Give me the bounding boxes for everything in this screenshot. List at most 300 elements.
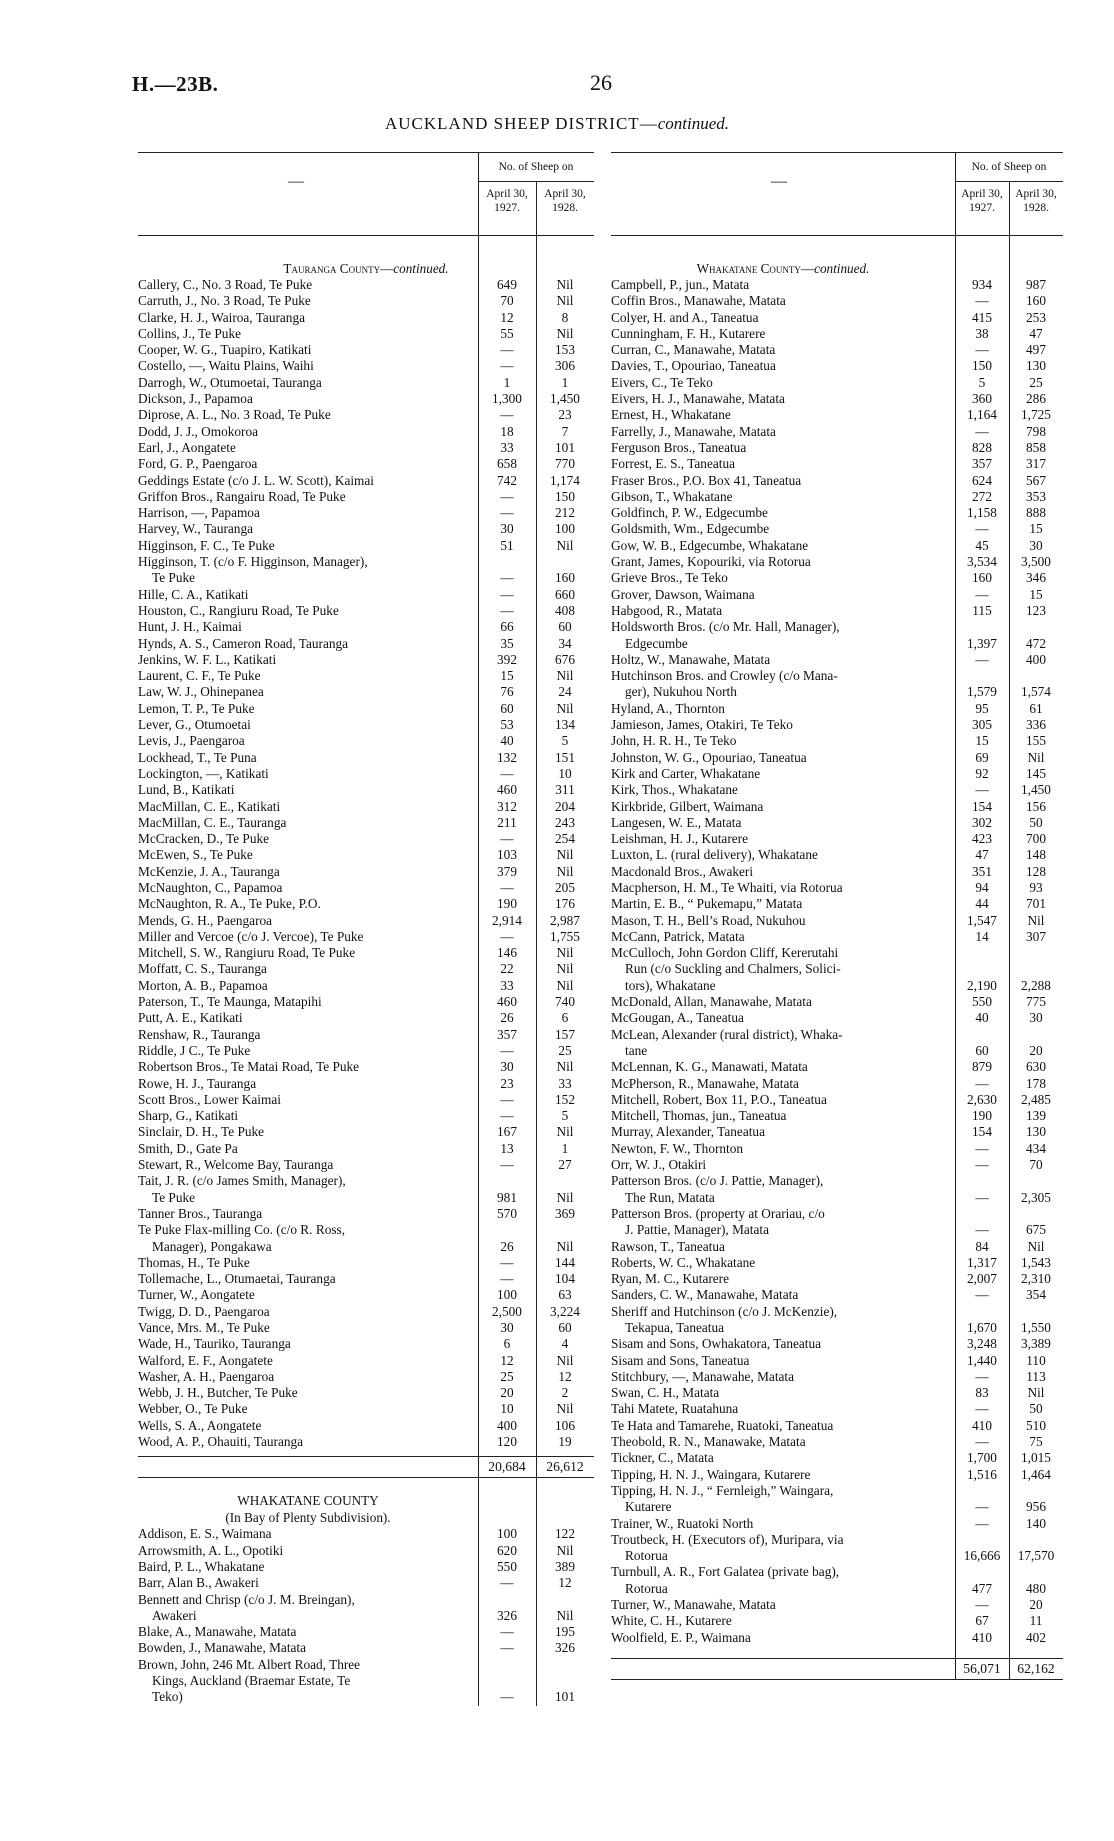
holder-name-cell	[138, 945, 478, 961]
holder-name: Thomas, H., Te Puke	[138, 1255, 253, 1270]
sheep-1927-cell: 18	[500, 423, 514, 439]
holder-name-cell	[138, 799, 478, 815]
sheep-1928-cell: 23	[558, 407, 572, 423]
holder-name: Grieve Bros., Te Teko	[611, 570, 731, 585]
sheep-1928-cell: 12	[558, 1575, 572, 1591]
holder-name: Paterson, T., Te Maunga, Matapihi	[138, 994, 325, 1009]
holder-name-cell	[138, 896, 478, 912]
sheep-1927-cell: 1,700	[967, 1450, 997, 1466]
sheep-1927-cell: —	[975, 1515, 989, 1531]
holder-name: Te Hata and Tamarehe, Ruatoki, Taneatua	[611, 1418, 836, 1433]
holder-name-cell	[611, 554, 955, 570]
sheep-1928-cell	[536, 1222, 594, 1238]
table-row	[138, 815, 594, 831]
holder-name: McNaughton, R. A., Te Puke, P.O.	[138, 896, 324, 911]
sheep-1927-cell: 658	[497, 456, 517, 472]
holder-name-cell	[138, 619, 478, 635]
sheep-1927-cell	[478, 1173, 536, 1189]
sheep-count-group-header: No. of Sheep on	[971, 161, 1047, 173]
sheep-1927-cell: 620	[497, 1542, 517, 1558]
sheep-1927-cell	[955, 619, 1009, 635]
table-row	[611, 554, 1063, 570]
sheep-1927-cell: 16,666	[963, 1548, 1001, 1564]
sheep-1928-cell: Nil	[556, 945, 574, 961]
holder-name-cell	[611, 1532, 955, 1548]
table-row-continuation	[611, 1320, 1063, 1336]
sheep-1928-cell	[1009, 619, 1063, 635]
table-row	[138, 1401, 594, 1417]
table-row-continuation	[138, 1239, 594, 1255]
sheep-1927-cell: 60	[975, 1042, 989, 1058]
holder-name-cell	[611, 961, 955, 977]
holder-name-cell	[138, 1304, 478, 1320]
holder-name: Murray, Alexander, Taneatua	[611, 1124, 768, 1139]
sheep-1927-cell	[478, 1222, 536, 1238]
sheep-1928-cell: Nil	[556, 668, 574, 684]
table-row	[138, 684, 594, 700]
holder-name: Laurent, C. F., Te Puke	[138, 668, 264, 683]
table-row	[611, 473, 1063, 489]
sheep-1928-cell: 50	[1029, 814, 1043, 830]
sheep-1928-cell: 6	[561, 1010, 569, 1026]
holder-name: Campbell, P., jun., Matata	[611, 277, 752, 292]
section-heading-text: WHAKATANE COUNTY	[237, 1493, 379, 1509]
holder-name: McGougan, A., Taneatua	[611, 1010, 747, 1025]
table-row	[138, 293, 594, 309]
holder-name-cell	[611, 1239, 955, 1255]
table-row	[611, 1255, 1063, 1271]
sheep-1927-cell: 100	[497, 1287, 517, 1303]
sheep-1928-cell: Nil	[556, 1189, 574, 1205]
sheep-1928-cell	[1009, 1206, 1063, 1222]
holder-name-cell	[138, 1657, 478, 1673]
sheep-1928-cell: 700	[1026, 831, 1046, 847]
sheep-1928-cell: 2,987	[550, 912, 580, 928]
sheep-1928-cell: 153	[555, 342, 575, 358]
holder-name-cell	[611, 1630, 955, 1646]
holder-name: McCulloch, John Gordon Cliff, Kererutahi	[611, 945, 841, 960]
sheep-1927-cell: 67	[975, 1613, 989, 1629]
holder-name: Costello, —, Waitu Plains, Waihi	[138, 358, 317, 373]
table-row	[611, 864, 1063, 880]
table-row	[138, 668, 594, 684]
holder-name-cell	[611, 1353, 955, 1369]
holder-name: Langesen, W. E., Matata	[611, 815, 744, 830]
sheep-1927-cell: —	[975, 651, 989, 667]
sheep-1928-cell: 63	[558, 1287, 572, 1303]
sheep-1928-cell: 15	[1029, 521, 1043, 537]
sheep-1928-cell: Nil	[556, 1059, 574, 1075]
holder-name-cell	[611, 1369, 955, 1385]
right-table	[611, 152, 1063, 1680]
holder-name-cell	[611, 945, 955, 961]
sheep-1927-cell: 410	[972, 1629, 992, 1645]
table-row	[611, 782, 1063, 798]
holder-name-cell	[138, 1190, 478, 1206]
sheep-1927-cell: 624	[972, 472, 992, 488]
holder-name-cell	[611, 815, 955, 831]
holder-name: McEwen, S., Te Puke	[138, 847, 256, 862]
holder-name: Curran, C., Manawahe, Matata	[611, 342, 778, 357]
sheep-1927-cell: 1,440	[967, 1352, 997, 1368]
sheep-1927-cell	[955, 668, 1009, 684]
sheep-1928-cell: 1	[561, 1140, 569, 1156]
holder-name-cell	[611, 1027, 955, 1043]
holder-name: Holdsworth Bros. (c/o Mr. Hall, Manager),	[611, 619, 843, 634]
sheep-1927-cell: 30	[500, 1059, 514, 1075]
holder-name: Dickson, J., Papamoa	[138, 391, 256, 406]
holder-name: McNaughton, C., Papamoa	[138, 880, 285, 895]
sheep-1927-cell: 649	[497, 277, 517, 292]
sheep-1928-cell: 675	[1026, 1222, 1046, 1238]
holder-name-cell	[138, 864, 478, 880]
sheep-1928-cell: Nil	[1027, 749, 1045, 765]
holder-name: Lockington, —, Katikati	[138, 766, 272, 781]
tauranga-rows	[138, 277, 594, 1450]
holder-name-cell	[611, 1059, 955, 1075]
sheep-1928-cell: 30	[1029, 1010, 1043, 1026]
table-row-continuation	[611, 636, 1063, 652]
sheep-1927-cell: 30	[500, 1320, 514, 1335]
table-row	[138, 1385, 594, 1401]
sheep-1927-cell: 981	[497, 1189, 517, 1205]
sheep-1928-cell: 858	[1026, 439, 1046, 455]
sheep-1927-cell	[478, 1657, 536, 1673]
holder-name-cell	[611, 782, 955, 798]
holder-name-cell	[611, 636, 955, 652]
sheep-1927-cell: 550	[972, 994, 992, 1010]
table-row-continuation	[138, 1673, 594, 1689]
sheep-1928-cell: 353	[1026, 488, 1046, 504]
sheep-1927-cell: 132	[497, 749, 517, 765]
holder-name-cell	[138, 505, 478, 521]
table-row	[611, 1092, 1063, 1108]
spacer	[138, 1478, 594, 1492]
table-row	[138, 1353, 594, 1369]
holder-name-cell	[611, 880, 955, 896]
table-row	[138, 1141, 594, 1157]
holder-name-cell	[138, 310, 478, 326]
table-row	[138, 1369, 594, 1385]
holder-name: Brown, John, 246 Mt. Albert Road, Three	[138, 1657, 363, 1672]
table-row	[138, 456, 594, 472]
holder-name: Washer, A. H., Paengaroa	[138, 1369, 277, 1384]
sheep-1927-cell: 51	[500, 537, 514, 553]
holder-name: Earl, J., Aongatete	[138, 440, 239, 455]
sheep-1928-cell: 253	[1026, 309, 1046, 325]
holder-name: Addison, E. S., Waimana	[138, 1526, 275, 1541]
holder-name-cell	[611, 277, 955, 293]
holder-name-cell	[138, 652, 478, 668]
table-row	[138, 342, 594, 358]
table-row	[138, 1076, 594, 1092]
sheep-1927-cell: 40	[500, 733, 514, 749]
holder-name-cell	[611, 1467, 955, 1483]
holder-name: Lemon, T. P., Te Puke	[138, 701, 258, 716]
holder-name: Barr, Alan B., Awakeri	[138, 1575, 262, 1590]
holder-name-cell	[611, 799, 955, 815]
sheep-1927-cell: 94	[975, 879, 989, 895]
holder-name-cell	[138, 701, 478, 717]
holder-name-cell	[611, 1190, 955, 1206]
table-row-continuation	[611, 978, 1063, 994]
sheep-1928-cell: 567	[1026, 472, 1046, 488]
sheep-1927-cell: —	[500, 358, 514, 374]
sheep-1928-cell: 326	[555, 1640, 575, 1656]
sheep-1927-cell: —	[500, 1157, 514, 1173]
sheep-1928-cell: 100	[555, 521, 575, 537]
holder-name-cell	[611, 978, 955, 994]
sheep-1928-cell: 12	[558, 1368, 572, 1384]
holder-name: Kirk, Thos., Whakatane	[611, 782, 741, 797]
sheep-1927-cell: 1,397	[967, 635, 997, 651]
sheep-1927-cell: 33	[500, 439, 514, 455]
holder-name-cell	[611, 489, 955, 505]
table-row-continuation	[138, 1190, 594, 1206]
table-row	[611, 1630, 1063, 1646]
holder-name: Turner, W., Aongatete	[138, 1287, 258, 1302]
table-row	[138, 652, 594, 668]
section-heading-whakatane	[138, 1492, 594, 1526]
sheep-1928-cell: 204	[555, 798, 575, 814]
sheep-1928-cell: 243	[555, 814, 575, 830]
sheep-1928-cell: 176	[555, 896, 575, 912]
sheep-1928-cell: 987	[1026, 277, 1046, 292]
table-row	[611, 1450, 1063, 1466]
holder-name: Baird, P. L., Whakatane	[138, 1559, 267, 1574]
name-column-header: —	[288, 173, 304, 190]
table-row	[611, 570, 1063, 586]
table-row	[138, 1222, 594, 1238]
sheep-1928-cell	[1009, 945, 1063, 961]
holder-name-cell	[138, 1559, 478, 1575]
table-row	[138, 1092, 594, 1108]
holder-name-cell	[138, 1434, 478, 1450]
holder-name-cell	[138, 815, 478, 831]
holder-name-cell	[138, 1255, 478, 1271]
holder-name: Tekapua, Taneatua	[611, 1320, 727, 1335]
holder-name-cell	[138, 750, 478, 766]
sheep-1928-cell: Nil	[556, 977, 574, 993]
holder-name: Hille, C. A., Katikati	[138, 587, 251, 602]
table-row	[611, 342, 1063, 358]
sheep-1928-cell: 34	[558, 635, 572, 651]
sheep-1927-cell: —	[975, 521, 989, 537]
table-row	[611, 766, 1063, 782]
table-row	[611, 1597, 1063, 1613]
sheep-1927-cell: 69	[975, 749, 989, 765]
table-row	[138, 1559, 594, 1575]
sheep-1927-cell	[478, 1592, 536, 1608]
holder-name: Farrelly, J., Manawahe, Matata	[611, 424, 779, 439]
holder-name: Twigg, D. D., Paengaroa	[138, 1304, 273, 1319]
holder-name-cell	[611, 684, 955, 700]
sheep-1928-cell: Nil	[556, 293, 574, 309]
sheep-1928-cell: 770	[555, 456, 575, 472]
holder-name-cell	[611, 1222, 955, 1238]
holder-name-cell	[138, 961, 478, 977]
sheep-1928-cell: Nil	[556, 1542, 574, 1558]
table-row	[138, 766, 594, 782]
holder-name-cell	[138, 1206, 478, 1222]
sheep-1927-cell	[955, 1304, 1009, 1320]
table-row	[138, 782, 594, 798]
sheep-1928-cell: 178	[1026, 1075, 1046, 1091]
holder-name: McKenzie, J. A., Tauranga	[138, 864, 283, 879]
sheep-1928-cell: 145	[1026, 765, 1046, 781]
table-row	[611, 391, 1063, 407]
sheep-1928-cell: 775	[1026, 994, 1046, 1010]
holder-name-cell	[611, 603, 955, 619]
sheep-1928-cell: 2,305	[1021, 1189, 1051, 1205]
sheep-1928-cell: Nil	[556, 277, 574, 292]
holder-name-cell	[138, 440, 478, 456]
holder-name-cell	[611, 701, 955, 717]
sheep-1927-cell: 550	[497, 1558, 517, 1574]
holder-name-cell	[611, 1010, 955, 1026]
holder-name-cell	[611, 717, 955, 733]
sheep-1928-cell	[536, 1673, 594, 1689]
holder-name-cell	[138, 1369, 478, 1385]
table-row	[611, 1239, 1063, 1255]
sheep-1928-cell: 1,574	[1021, 684, 1051, 700]
sheep-1927-cell: 53	[500, 717, 514, 733]
sheep-1928-cell: 25	[558, 1042, 572, 1058]
sheep-1928-cell: 1,450	[550, 391, 580, 407]
holder-name-cell	[611, 391, 955, 407]
whakatane-rows-left	[138, 1526, 594, 1705]
table-row	[138, 1543, 594, 1559]
holder-name: Holtz, W., Manawahe, Matata	[611, 652, 773, 667]
sheep-1927-cell: —	[975, 1499, 989, 1515]
holder-name: Darrogh, W., Otumoetai, Tauranga	[138, 375, 325, 390]
sheep-1928-cell: 1,550	[1021, 1320, 1051, 1335]
table-row	[611, 375, 1063, 391]
holder-name-cell	[138, 1124, 478, 1140]
sheep-1928-cell: 336	[1026, 717, 1046, 733]
holder-name: Geddings Estate (c/o J. L. W. Scott), Kaimai	[138, 473, 377, 488]
table-row-continuation	[611, 1499, 1063, 1515]
sheep-1927-cell: 167	[497, 1124, 517, 1140]
table-row	[138, 896, 594, 912]
holder-name: McLean, Alexander (rural district), Whaka-	[611, 1027, 846, 1042]
table-row	[138, 440, 594, 456]
holder-name: tane	[611, 1043, 650, 1058]
holder-name-cell	[611, 750, 955, 766]
sheep-1928-cell: Nil	[556, 1124, 574, 1140]
sheep-1927-cell: 312	[497, 798, 517, 814]
left-table-header	[138, 152, 594, 236]
sheep-1928-cell: 104	[555, 1271, 575, 1287]
holder-name: Arrowsmith, A. L., Opotiki	[138, 1543, 286, 1558]
sheep-1928-cell: 798	[1026, 423, 1046, 439]
sheep-1928-cell	[1009, 1173, 1063, 1189]
sheep-1928-cell: 113	[1026, 1368, 1046, 1384]
sheep-1928-cell: 369	[555, 1205, 575, 1221]
holder-name-cell	[138, 424, 478, 440]
sheep-1927-cell: 154	[972, 798, 992, 814]
sheep-1927-cell: —	[500, 570, 514, 586]
sheep-1927-cell: 26	[500, 1010, 514, 1026]
holder-name: Te Puke	[138, 570, 198, 585]
holder-name: Mason, T. H., Bell’s Road, Nukuhou	[611, 913, 809, 928]
sheep-1927-cell: 44	[975, 896, 989, 912]
holder-name-cell	[138, 1689, 478, 1705]
sheep-1927-cell: —	[975, 1189, 989, 1205]
sheep-1927-cell	[478, 1673, 536, 1689]
sheep-1928-cell: 156	[1026, 798, 1046, 814]
holder-name: Robertson Bros., Te Matai Road, Te Puke	[138, 1059, 362, 1074]
sheep-1927-cell: 150	[972, 358, 992, 374]
table-row	[138, 1640, 594, 1656]
holder-name: Rawson, T., Taneatua	[611, 1239, 728, 1254]
table-row	[138, 717, 594, 733]
holder-name-cell	[138, 570, 478, 586]
table-row	[138, 961, 594, 977]
holder-name: Turnbull, A. R., Fort Galatea (private bag),	[611, 1564, 842, 1579]
table-row	[611, 456, 1063, 472]
sheep-1927-cell	[955, 1173, 1009, 1189]
holder-name: Davies, T., Opouriao, Taneatua	[611, 358, 779, 373]
holder-name-cell	[138, 358, 478, 374]
sheep-1928-cell: 30	[1029, 537, 1043, 553]
sheep-1927-cell: —	[975, 342, 989, 358]
sheep-1928-cell: 123	[1026, 602, 1046, 618]
holder-name: Mitchell, Thomas, jun., Taneatua	[611, 1108, 789, 1123]
holder-name-cell	[138, 1336, 478, 1352]
sheep-1928-cell: 4	[561, 1336, 569, 1352]
holder-name-cell	[138, 782, 478, 798]
sheep-1927-cell: —	[500, 586, 514, 602]
sheep-1927-cell: —	[975, 586, 989, 602]
table-row	[138, 978, 594, 994]
holder-name-cell	[138, 913, 478, 929]
table-row-continuation	[611, 1581, 1063, 1597]
table-row	[611, 1564, 1063, 1580]
sheep-1927-cell: —	[500, 488, 514, 504]
holder-name-cell	[138, 1271, 478, 1287]
sheep-1927-cell: 40	[975, 1010, 989, 1026]
holder-name-cell	[138, 1320, 478, 1336]
holder-name: Levis, J., Paengaroa	[138, 733, 248, 748]
holder-name: Hutchinson Bros. and Crowley (c/o Mana-	[611, 668, 841, 683]
holder-name-cell	[138, 1027, 478, 1043]
sheep-1927-cell: —	[500, 1271, 514, 1287]
sheep-1927-cell: 3,248	[967, 1336, 997, 1352]
table-row	[138, 701, 594, 717]
holder-name: Riddle, J C., Te Puke	[138, 1043, 253, 1058]
table-row	[611, 277, 1063, 293]
holder-name-cell	[138, 1222, 478, 1238]
table-row	[611, 847, 1063, 863]
sheep-1927-cell: —	[975, 1434, 989, 1450]
sheep-1927-cell: 190	[972, 1108, 992, 1124]
sheep-1927-cell	[955, 1027, 1009, 1043]
table-row	[138, 1271, 594, 1287]
sheep-1928-cell: Nil	[556, 1607, 574, 1623]
sheep-1927-cell: 934	[972, 277, 992, 292]
sheep-1928-cell: 17,570	[1017, 1548, 1055, 1564]
sheep-1928-cell: 5	[561, 1108, 569, 1124]
table-row	[611, 1418, 1063, 1434]
holder-name: Renshaw, R., Tauranga	[138, 1027, 263, 1042]
sheep-1927-cell: 84	[975, 1238, 989, 1254]
sheep-1927-cell: 1,670	[967, 1320, 997, 1335]
sheep-1928-cell: 19	[558, 1434, 572, 1450]
holder-name-cell	[611, 1043, 955, 1059]
sheep-1928-cell	[1009, 1304, 1063, 1320]
column-rule	[955, 236, 956, 1680]
